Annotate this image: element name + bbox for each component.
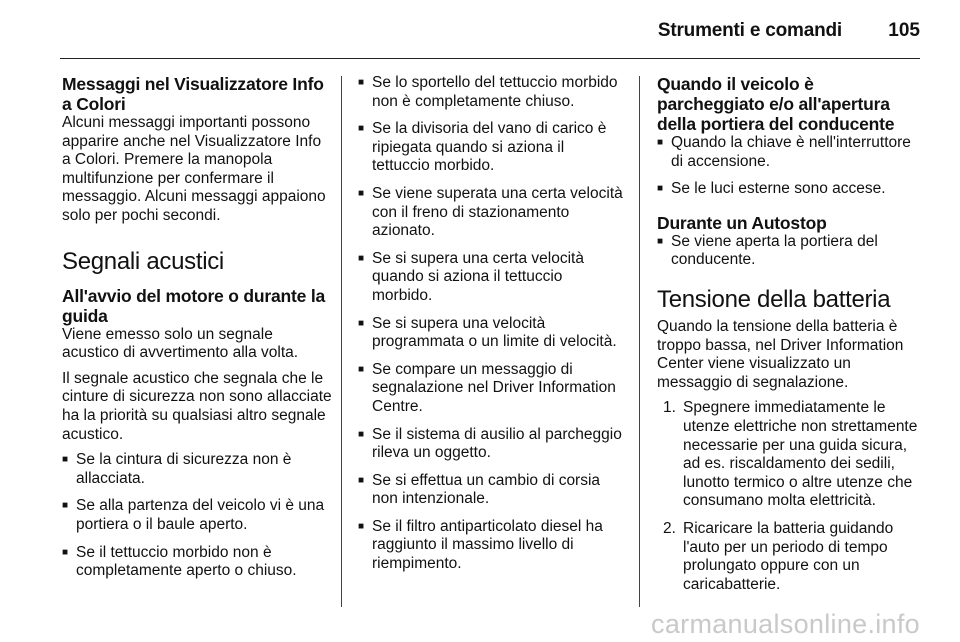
heading-info-display-messages: Messaggi nel Visualizzatore Info a Colori — [62, 74, 324, 114]
single-signal-paragraph: Viene emesso solo un segnale acustico di avvertimento alla volta. — [62, 325, 299, 362]
list-item — [663, 399, 922, 511]
list-item: ■ Se il sistema di ausilio al parcheggio rileva un oggetto. — [358, 426, 626, 463]
seatbelt-priority-paragraph: Il segnale acustico che segnala che le cinture di sicurezza non sono allacciate ha la priorità su qualsiasi altro segnale acustico. — [62, 369, 332, 443]
list-item: ■ Se alla partenza del veicolo vi è una portiera o il baule aperto. — [62, 497, 332, 534]
autostop-conditions-list — [657, 233, 922, 270]
heading-battery-voltage: Tensione della batteria — [657, 285, 891, 313]
list-item — [663, 520, 922, 594]
list-item: ■ Se si effettua un cambio di corsia non intenzionale. — [358, 472, 626, 509]
battery-steps-list — [657, 399, 922, 594]
heading-acoustic-signals: Segnali acustici — [62, 247, 224, 275]
heading-vehicle-parked: Quando il veicolo è parcheggiato e/o all'apertura della portiera del conducente — [657, 74, 895, 134]
page-header — [0, 0, 960, 60]
watermark: carmanualsonline.info — [651, 609, 920, 639]
step-number: 1. — [663, 399, 676, 417]
heading-engine-start-driving: All'avvio del motore o durante la guida — [62, 285, 326, 326]
list-item: ■ Se si supera una velocità programmata o un limite di velocità. — [358, 315, 626, 352]
signal-conditions-list — [62, 451, 332, 581]
list-item: ■ Se viene superata una certa velocità con il freno di stazionamento azionato. — [358, 185, 626, 241]
list-item: ■ Se la divisoria del vano di carico è ripiegata quando si aziona il tettuccio morbido. — [358, 120, 626, 176]
signal-conditions-list-continued — [358, 74, 626, 574]
list-item: ■ Se la cintura di sicurezza non è allacciata. — [62, 451, 332, 488]
list-item: ■ Se viene aperta la portiera del conducente. — [657, 233, 922, 270]
parked-conditions-list — [657, 134, 922, 199]
messages-paragraph: Alcuni messaggi importanti possono apparire anche nel Visualizzatore Info a Colori. Premere la manopola multifunzione per confermare il messaggio. Alcuni messaggi appaiono solo per pochi secondi. — [62, 114, 326, 224]
list-item: ■ Se le luci esterne sono accese. — [657, 180, 922, 199]
step-text: Spegnere immediatamente le utenze elettriche non strettamente necessarie per una guida sicura, ad es. riscaldamento dei sedili, lunotto termico o altre utenze che consumano molta elettricità. — [683, 399, 918, 510]
heading-autostop: Durante un Autostop — [657, 212, 827, 233]
list-item: ■ Se lo sportello del tettuccio morbido non è completamente chiuso. — [358, 74, 626, 111]
column-divider-left — [341, 76, 342, 607]
battery-paragraph: Quando la tensione della batteria è troppo bassa, nel Driver Information Center viene visualizzato un messaggio di segnalazione. — [657, 317, 904, 391]
page-number: 105 — [888, 20, 920, 41]
header-rule — [60, 58, 920, 59]
step-text: Ricaricare la batteria guidando l'auto per un periodo di tempo prolungato oppure con un caricabatterie. — [683, 519, 894, 593]
list-item: ■ Se compare un messaggio di segnalazione nel Driver Information Centre. — [358, 361, 626, 417]
column-left — [62, 74, 332, 590]
list-item: ■ Se il filtro antiparticolato diesel ha raggiunto il massimo livello di riempimento. — [358, 518, 626, 574]
column-right — [657, 74, 922, 603]
header-title: Strumenti e comandi — [657, 20, 842, 41]
list-item: ■ Quando la chiave è nell'interruttore di accensione. — [657, 134, 922, 171]
list-item: ■ Se si supera una certa velocità quando si aziona il tettuccio morbido. — [358, 250, 626, 306]
column-divider-right — [639, 76, 640, 607]
step-number: 2. — [663, 519, 676, 537]
column-middle — [358, 74, 626, 583]
list-item: ■ Se il tettuccio morbido non è completamente aperto o chiuso. — [62, 544, 332, 581]
